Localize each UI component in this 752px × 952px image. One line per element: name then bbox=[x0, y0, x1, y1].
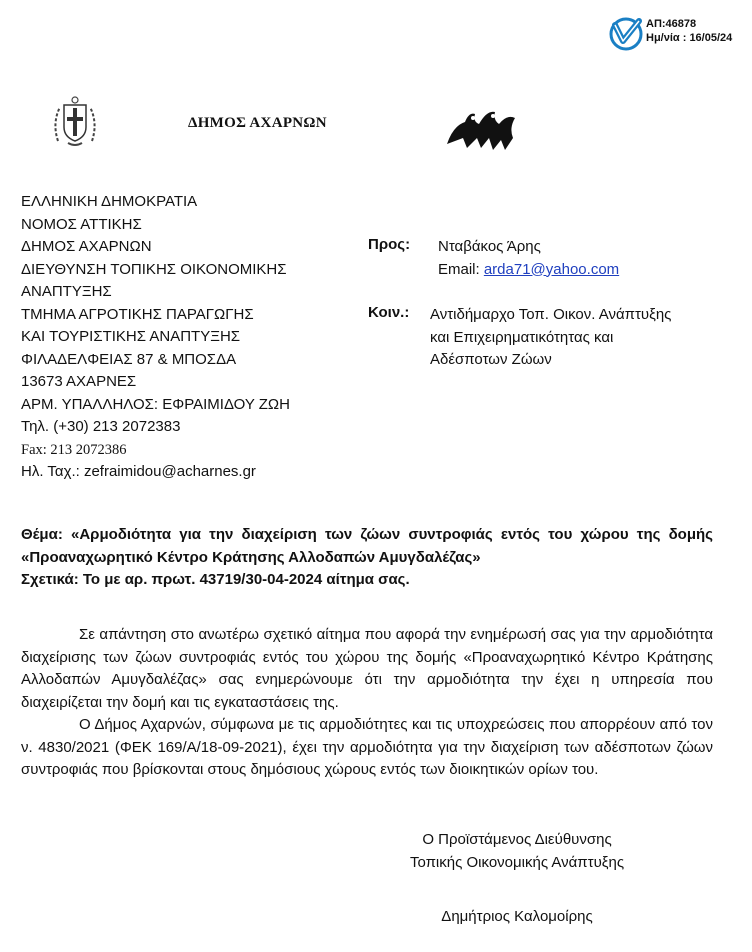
cc-line: και Επιχειρηματικότητας και bbox=[430, 328, 614, 346]
sender-line: ΝΟΜΟΣ ΑΤΤΙΚΗΣ bbox=[21, 215, 142, 233]
sender-line: ΑΡΜ. ΥΠΑΛΛΗΛΟΣ: ΕΦΡΑΙΜΙΔΟΥ ΖΩΗ bbox=[21, 395, 290, 413]
subject-reference: Σχετικά: Το με αρ. πρωτ. 43719/30-04-2024 αίτημα σας. bbox=[21, 571, 410, 588]
subject-block bbox=[21, 524, 713, 592]
body-paragraph: Ο Δήμος Αχαρνών, σύμφωνα με τις αρμοδιότητες και τις υποχρεώσεις που απορρέουν από τον ν. 4830/2021 (ΦΕΚ 169/Α/18-09-2021), έχει την αρμοδιότητα για την διαχείριση των αδέσποτων ζώων συντροφιάς που βρίσκονται στους δημόσιους χώρους εντός των διοικητικών ορίων του. bbox=[21, 716, 713, 778]
cc-line: Αντιδήμαρχο Τοπ. Οικον. Ανάπτυξης bbox=[430, 306, 672, 323]
recipient-email-link[interactable]: arda71@yahoo.com bbox=[483, 260, 620, 278]
letter-body bbox=[21, 624, 713, 782]
recipient-label: Προς: bbox=[368, 236, 411, 253]
municipality-name: ΔΗΜΟΣ ΑΧΑΡΝΩΝ bbox=[188, 115, 327, 131]
horse-chariot-logo-icon bbox=[443, 104, 519, 154]
sender-line: ΔΗΜΟΣ ΑΧΑΡΝΩΝ bbox=[21, 238, 152, 255]
sender-line: ΤΜΗΜΑ ΑΓΡΟΤΙΚΗΣ ΠΑΡΑΓΩΓΗΣ bbox=[21, 305, 254, 323]
body-paragraph: Σε απάντηση στο ανωτέρω σχετικό αίτημα που αφορά την ενημέρωσή σας για την αρμοδιότητα διαχείρισης των ζώων συντροφιάς εντός του χώρου της δομής «Προαναχωρητικό Κέντρο Κράτησης Αλλοδαπών Αμυγδαλέζας» σας ενημερώνουμε ότι την αρμοδιότητα την έχει η υπηρεσία που διαχειρίζεται την δομή και τις εγκαταστάσεις της. bbox=[21, 626, 713, 711]
signatory-name: Δημήτριος Καλομοίρης bbox=[441, 908, 593, 925]
sender-line: ΚΑΙ ΤΟΥΡΙΣΤΙΚΗΣ ΑΝΑΠΤΥΞΗΣ bbox=[21, 328, 241, 345]
recipient-email-line bbox=[438, 259, 619, 282]
sender-fax: Fax: 213 2072386 bbox=[21, 441, 127, 458]
protocol-number: ΑΠ:46878 bbox=[646, 18, 697, 30]
greek-coat-of-arms-icon bbox=[50, 93, 100, 149]
sender-block bbox=[21, 191, 290, 484]
sender-line: ΕΛΛΗΝΙΚΗ ΔΗΜΟΚΡΑΤΙΑ bbox=[21, 193, 198, 210]
sender-line: ΑΝΑΠΤΥΞΗΣ bbox=[21, 283, 112, 300]
sender-email: Ηλ. Ταχ.: zefraimidou@acharnes.gr bbox=[21, 463, 256, 480]
checkmark-stamp-icon bbox=[609, 17, 643, 51]
cc-line: Αδέσποτων Ζώων bbox=[430, 351, 552, 368]
recipient-email-prefix: Email: bbox=[438, 260, 484, 278]
signature-title bbox=[300, 829, 734, 874]
protocol-date: Ημ/νία : 16/05/24 bbox=[646, 32, 733, 44]
protocol-stamp bbox=[646, 17, 732, 45]
recipient-name: Νταβάκος Άρης bbox=[438, 238, 541, 255]
sender-line: 13673 ΑΧΑΡΝΕΣ bbox=[21, 373, 137, 390]
cc-label: Κοιν.: bbox=[368, 304, 410, 321]
subject-title: Θέμα: «Αρμοδιότητα για την διαχείριση των ζώων συντροφιάς εντός του χώρου της δομής «Προαναχωρητικό Κέντρο Κράτησης Αλλοδαπών Αμυγδαλέζας» bbox=[21, 526, 713, 566]
sender-phone: Τηλ. (+30) 213 2072383 bbox=[21, 418, 181, 435]
signature-title-line: Ο Προϊστάμενος Διεύθυνσης bbox=[422, 831, 612, 848]
signature-title-line: Τοπικής Οικονομικής Ανάπτυξης bbox=[409, 853, 625, 871]
sender-line: ΦΙΛΑΔΕΛΦΕΙΑΣ 87 & ΜΠΟΣΔΑ bbox=[21, 350, 237, 368]
cc-block bbox=[430, 304, 730, 372]
recipient-block bbox=[438, 236, 619, 281]
sender-line: ΔΙΕΥΘΥΝΣΗ ΤΟΠΙΚΗΣ ΟΙΚΟΝΟΜΙΚΗΣ bbox=[21, 260, 287, 278]
